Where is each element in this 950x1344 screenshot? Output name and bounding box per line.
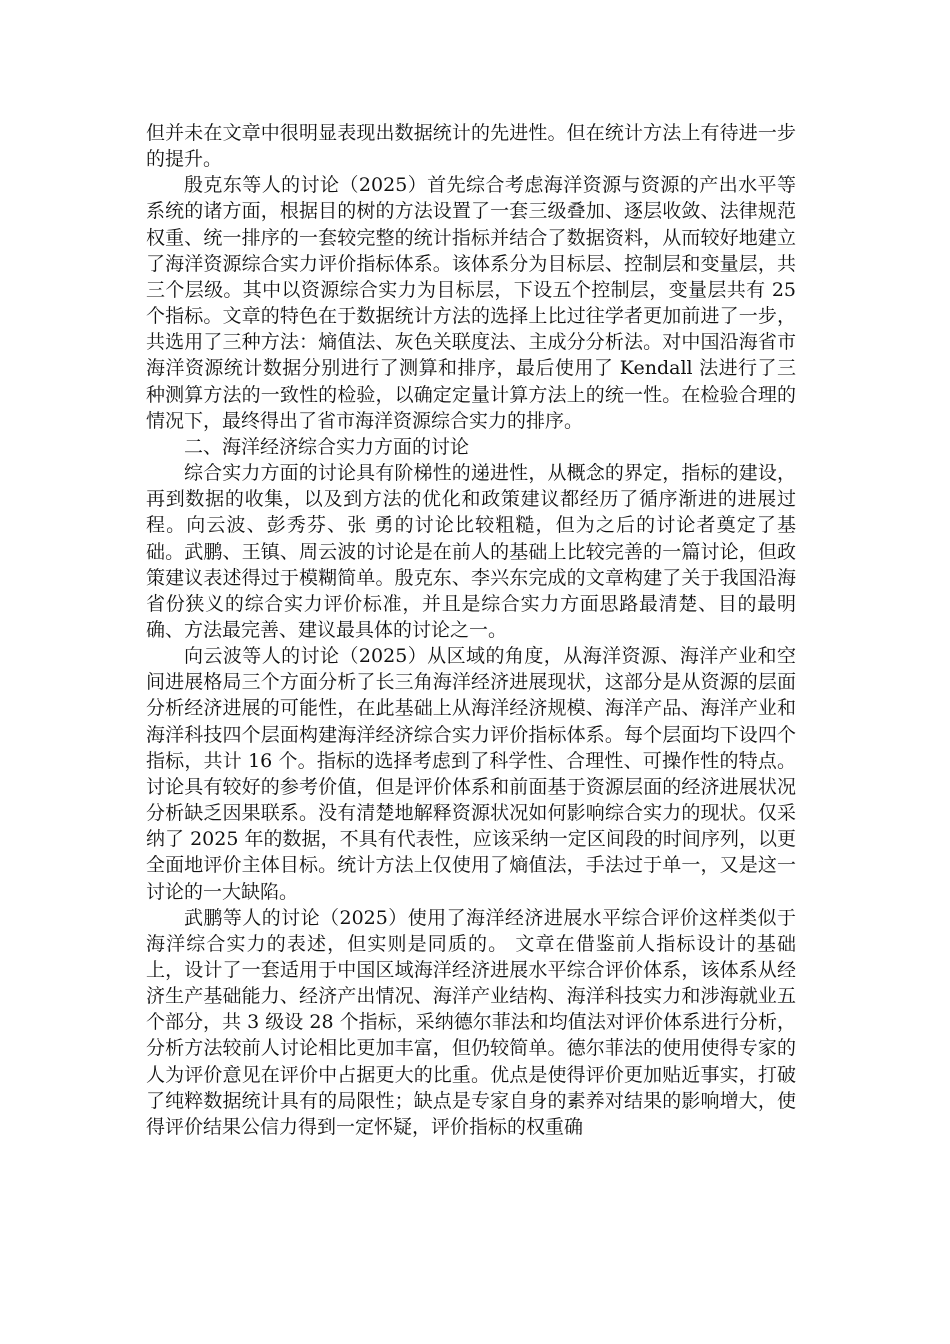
paragraph-xiang-yunbo: 向云波等人的讨论（2025）从区域的角度，从海洋资源、海洋产业和空间进展格局三个方面分析了长三角海洋经济进展现状，这部分是从资源的层面分析经济进展的可能性，在此基础上从海洋经济规模、海洋产品、海洋产业和海洋科技四个层面构建海洋经济综合实力评价指标体系。每个层面均下设四个指标，共计 16 个。指标的选择考虑到了科学性、合理性、可操作性的特点。讨论具有较好的参考价值，但是评价体系和前面基于资源层面的经济进展状况分析缺乏因果联系。没有清楚地解释资源状况如何影响综合实力的现状。仅采纳了 2025 年的数据，不具有代表性，应该采纳一定区间段的时间序列，以更全面地评价主体目标。统计方法上仅使用了熵值法，手法过于单一，又是这一讨论的一大缺陷。	[146, 645, 796, 903]
paragraph-continuation: 但并未在文章中很明显表现出数据统计的先进性。但在统计方法上有待进一步的提升。	[146, 122, 796, 171]
paragraph-yin-kedong: 殷克东等人的讨论（2025）首先综合考虑海洋资源与资源的产出水平等系统的诸方面，根据目的树的方法设置了一套三级叠加、逐层收敛、法律规范权重、统一排序的一套较完整的统计指标并结合了数据资料，从而较好地建立了海洋资源综合实力评价指标体系。该体系分为目标层、控制层和变量层，共三个层级。其中以资源综合实力为目标层，下设五个控制层，变量层共有 25 个指标。文章的特色在于数据统计方法的选择上比过往学者更加前进了一步，共选用了三种方法：熵值法、灰色关联度法、主成分分析法。对中国沿海省市海洋资源统计数据分别进行了测算和排序，最后使用了 Kendall 法进行了三种测算方法的一致性的检验，以确定定量计算方法上的统一性。在检验合理的情况下，最终得出了省市海洋资源综合实力的排序。	[146, 174, 796, 432]
section-heading: 二、海洋经济综合实力方面的讨论	[184, 435, 470, 458]
paragraph-wu-peng: 武鹏等人的讨论（2025）使用了海洋经济进展水平综合评价这样类似于海洋综合实力的表述，但实则是同质的。 文章在借鉴前人指标设计的基础上，设计了一套适用于中国区域海洋经济进展水平综合评价体系，该体系从经济生产基础能力、经济产出情况、海洋产业结构、海洋科技实力和涉海就业五个部分，共 3 级设 28 个指标，采纳德尔菲法和均值法对评价体系进行分析，分析方法较前人讨论相比更加丰富，但仍较简单。德尔菲法的使用使得专家的人为评价意见在评价中占据更大的比重。优点是使得评价更加贴近事实，打破了纯粹数据统计具有的局限性；缺点是专家自身的素养对结果的影响增大，使得评价结果公信力得到一定怀疑，评价指标的权重确	[146, 906, 796, 1138]
paragraph-overview: 综合实力方面的讨论具有阶梯性的递进性，从概念的界定，指标的建设，再到数据的收集，以及到方法的优化和政策建议都经历了循序渐进的进展过程。向云波、彭秀芬、张 勇的讨论比较粗糙，但为之后的讨论者奠定了基础。武鹏、王镇、周云波的讨论是在前人的基础上比较完善的一篇讨论，但政策建议表述得过于模糊简单。殷克东、李兴东完成的文章构建了关于我国沿海省份狭义的综合实力评价标准，并且是综合实力方面思路最清楚、目的最明确、方法最完善、建议最具体的讨论之一。	[146, 462, 796, 641]
document-body	[146, 120, 796, 1140]
